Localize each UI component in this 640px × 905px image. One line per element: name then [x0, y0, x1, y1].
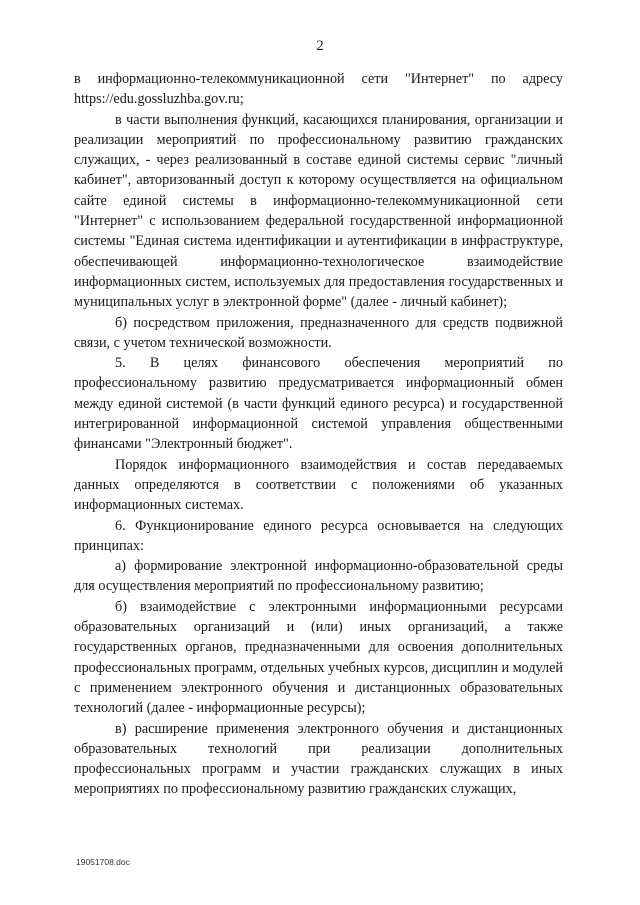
document-body [74, 69, 563, 800]
paragraph: б) взаимодействие с электронными информационными ресурсами образовательных организаций и (или) иных организаций, а также государственных органов, предназначенными для освоения дополнительных профессиональных программ, отдельных учебных курсов, дисциплин и модулей с применением электронного обучения и дистанционных образовательных технологий (далее - информационные ресурсы); [74, 598, 563, 717]
paragraph: в части выполнения функций, касающихся планирования, организации и реализации мероприятий по профессиональному развитию гражданских служащих, - через реализованный в составе единой системы сервис "личный кабинет", авторизованный доступ к которому осуществляется на официальном сайте единой системы в информационно-телекоммуникационной сети "Интернет" с использованием федеральной государственной информационной системы "Единая система идентификации и аутентификации в инфраструктуре, обеспечивающей информационно-технологическое взаимодействие информационных систем, используемых для предоставления государственных и муниципальных услуг в электронной форме" (далее - личный кабинет); [74, 111, 563, 311]
paragraph: в информационно-телекоммуникационной сети "Интернет" по адресу https://edu.gossluzhba.gov.ru; [74, 71, 563, 108]
paragraph: Порядок информационного взаимодействия и состав передаваемых данных определяются в соответствии с положениями об указанных информационных системах. [74, 456, 563, 514]
paragraph: 5. В целях финансового обеспечения мероприятий по профессиональному развитию предусматривается информационный обмен между единой системой (в части функций единого ресурса) и государственной интегрированной информационной системой управления общественными финансами "Электронный бюджет". [74, 355, 563, 453]
paragraph: а) формирование электронной информационно-образовательной среды для осуществления мероприятий по профессиональному развитию; [74, 558, 563, 595]
paragraph: 6. Функционирование единого ресурса основывается на следующих принципах: [74, 517, 563, 554]
footer-filename: 19051708.doc [76, 857, 130, 867]
page-number: 2 [316, 38, 324, 54]
paragraph: в) расширение применения электронного обучения и дистанционных образовательных технологий при реализации дополнительных профессиональных программ и участии гражданских служащих в иных мероприятиях по профессиональному развитию гражданских служащих, [74, 720, 563, 798]
paragraph: б) посредством приложения, предназначенного для средств подвижной связи, с учетом технической возможности. [74, 314, 563, 351]
